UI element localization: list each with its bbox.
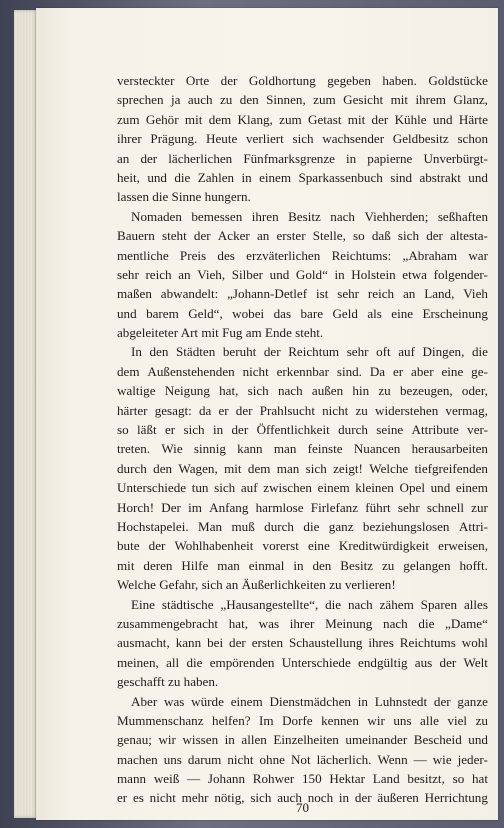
text-line: mit deren Hilfe man einmal in den Besitz zu gelangen hofft. [117,557,488,573]
text-line: an der lächerlichen Fünfmarksgrenze in papierne Unverbürgt- [117,150,488,166]
text-line: treten. Wie sinnig kann man feinste Nuancen herausarbeiten [117,441,488,457]
text-line: ihrer Prägung. Heute verliert sich wachsender Geldbesitz schon [117,131,488,147]
text-line: meinen, all die empörenden Unterschiede endgültig aus der Welt [117,654,488,670]
text-line: bute der Wohlhabenheit vorerst eine Kreditwürdigkeit erweisen, [117,538,488,554]
text-line: zusammengebracht hat, was ihrer Meinung nach die „Dame“ [117,615,488,631]
text-line: genau; wir wissen in allen Einzelheiten umeinander Bescheid und [117,732,488,748]
text-line: dem Außenstehenden nicht erkennbar sind. Da er aber eine ge- [117,363,488,379]
text-line: waltige Neigung hat, sich nach außen hin zu bezeugen, oder, [117,383,488,399]
text-line: geschafft zu haben. [117,674,219,690]
text-line: Horch! Der im Anfang harmlose Firlefanz führt sehr schnell zur [117,499,488,515]
text-line: versteckter Orte der Goldhortung gegeben haben. Goldstücke [117,73,488,88]
page-number: 70 [296,800,309,815]
text-line: Welche Gefahr, sich an Äußerlichkeiten zu verlieren! [117,577,396,593]
text-line: machen uns darum nicht ohne Not lächerlich. Wenn — wie jeder- [117,751,488,767]
text-line: maßen abwandelt: „Johann-Detlef ist sehr reich an Land, Vieh [117,286,488,302]
text-line: Bauern steht der Acker an erster Stelle, so daß sich der altesta- [117,228,488,244]
text-line: so läßt er sich in der Öffentlichkeit durch seine Attribute ver- [117,422,488,438]
text-line: ausmacht, kann bei der ersten Schaustellung ihres Reichtums wohl [117,635,488,651]
text-line: mentliche Preis des erzväterlichen Reichtums: „Abraham war [117,247,488,263]
text-line: Nomaden bemessen ihren Besitz nach Viehherden; seßhaften [131,208,488,224]
text-line: sehr reich an Vieh, Silber und Gold“ in Holstein etwa folgender- [117,266,488,282]
text-line: lassen die Sinne hungern. [117,189,251,205]
text-line: durch den Wagen, mit dem man sich zeigt! Welche tiefgreifenden [117,460,488,476]
text-line: er es nicht mehr nötig, sich auch noch in der äußeren Herrichtung [117,790,488,806]
page-edges [14,10,38,818]
text-line: abgeleiteter Art mit Fug am Ende steht. [117,325,324,341]
text-line: zum Gehör mit dem Klang, zum Getast mit der Kühle und Härte [117,111,488,127]
text-line: heit, und die Zahlen in einem Sparkassenbuch sind abstrakt und [117,169,488,185]
text-line: Mummenschanz helfen? Im Dorfe kennen wir uns alle viel zu [117,712,488,728]
text-line: sprechen ja auch zu den Sinnen, zum Gesicht mit ihrem Glanz, [117,92,488,108]
text-line: Unterschiede tun sich auf zwischen einem kleinen Opel und einem [117,480,488,496]
text-line: härter gesagt: da er der Prahlsucht nicht zu widerstehen vermag, [117,402,488,418]
text-line: Hochstapelei. Man muß durch die ganz beziehungslosen Attri- [117,518,488,534]
body-text [117,71,488,808]
text-line: Eine städtische „Hausangestellte“, die nach zähem Sparen alles [131,596,488,612]
text-line: In den Städten beruht der Reichtum sehr oft auf Dingen, die [131,344,488,360]
text-line: Aber was würde einem Dienstmädchen in Luhnstedt der ganze [131,693,488,709]
text-line: und barem Geld“, wobei das bare Geld als eine Erscheinung [117,305,488,321]
text-line: mann weiß — Johann Rohwer 150 Hektar Land besitzt, so hat [117,771,488,787]
